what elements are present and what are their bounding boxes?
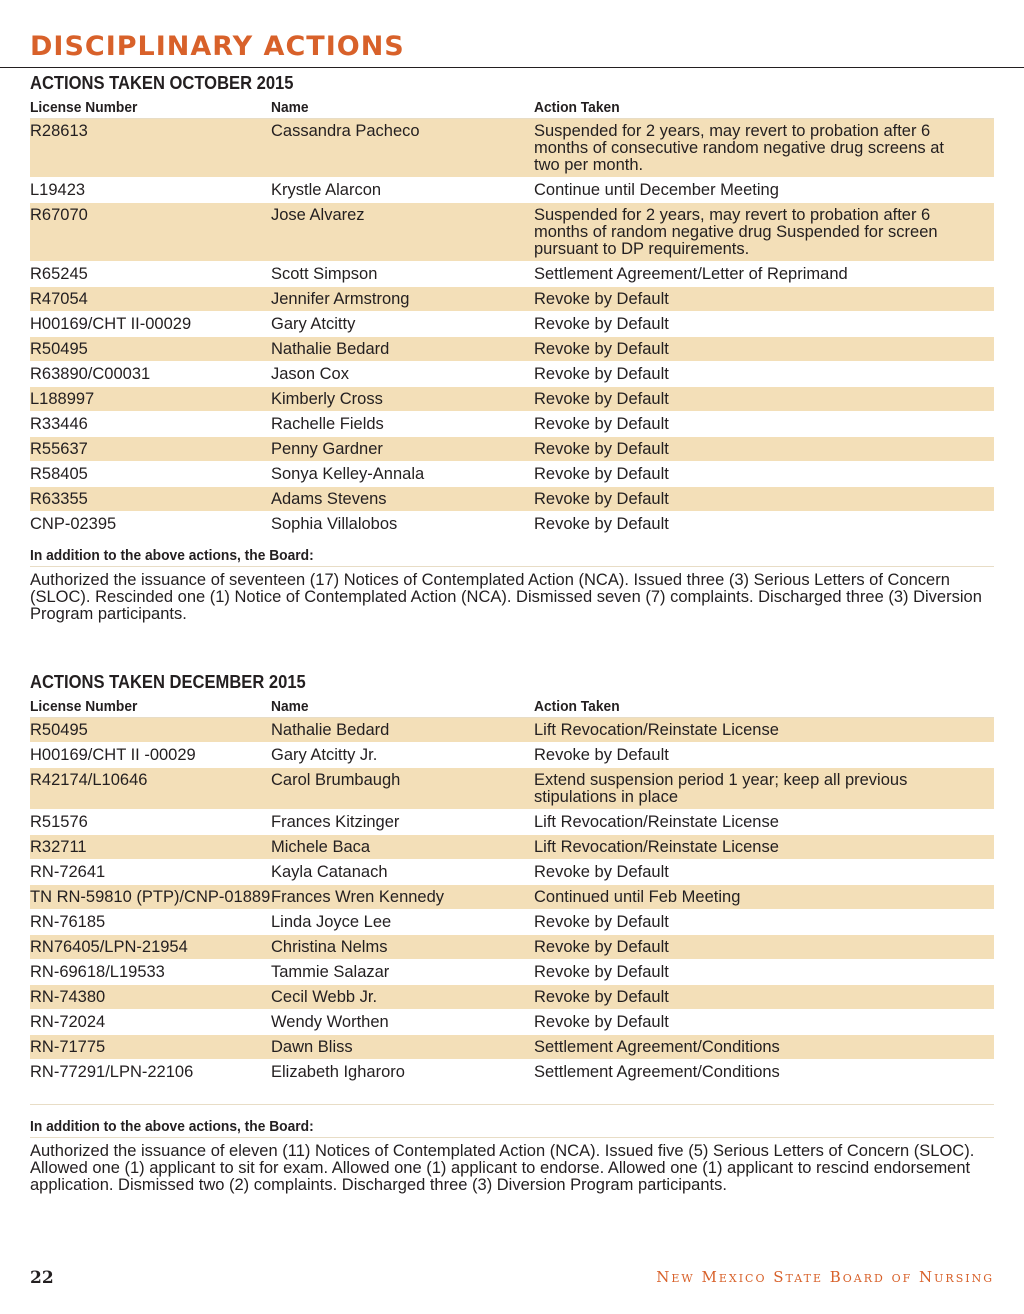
december-table-header: [30, 695, 994, 718]
name-cell: Jose Alvarez: [271, 206, 365, 224]
license-number-cell: CNP-02395: [30, 515, 117, 533]
license-number-cell: R33446: [30, 415, 88, 433]
action-taken-cell: Revoke by Default: [534, 963, 669, 981]
name-cell: Nathalie Bedard: [271, 340, 390, 358]
action-taken-cell: Suspended for 2 years, may revert to probation after 6 months of consecutive random negative drug screens at two per month.: [534, 122, 944, 174]
license-number-cell: RN-77291/LPN-22106: [30, 1063, 194, 1081]
action-taken-cell: Revoke by Default: [534, 913, 669, 931]
table-row: [30, 387, 994, 412]
table-row: [30, 743, 994, 768]
table-row: [30, 718, 994, 743]
name-cell: Frances Kitzinger: [271, 813, 400, 831]
action-taken-cell: Revoke by Default: [534, 340, 669, 358]
license-number-cell: L188997: [30, 390, 95, 408]
name-cell: Krystle Alarcon: [271, 181, 382, 199]
table-row: [30, 119, 994, 178]
column-name: Name: [271, 698, 309, 715]
table-row: [30, 437, 994, 462]
name-cell: Wendy Worthen: [271, 1013, 389, 1031]
table-row: [30, 312, 994, 337]
license-number-cell: R50495: [30, 721, 88, 739]
october-section: [30, 70, 994, 623]
action-taken-cell: Extend suspension period 1 year; keep all previous stipulations in place: [534, 771, 908, 806]
license-number-cell: R32711: [30, 838, 87, 856]
name-cell: Michele Baca: [271, 838, 371, 856]
license-number-cell: L19423: [30, 181, 86, 199]
license-number-cell: RN-71775: [30, 1038, 106, 1056]
table-row: [30, 960, 994, 985]
name-cell: Sonya Kelley-Annala: [271, 465, 425, 483]
action-taken-cell: Continued until Feb Meeting: [534, 888, 741, 906]
action-taken-cell: Lift Revocation/Reinstate License: [534, 838, 779, 856]
name-cell: Elizabeth Igharoro: [271, 1063, 405, 1081]
column-action-taken: Action Taken: [534, 99, 620, 116]
name-cell: Scott Simpson: [271, 265, 378, 283]
action-taken-cell: Lift Revocation/Reinstate License: [534, 813, 779, 831]
action-taken-cell: Revoke by Default: [534, 490, 669, 508]
table-row: [30, 860, 994, 885]
license-number-cell: RN76405/LPN-21954: [30, 938, 188, 956]
license-number-cell: RN-74380: [30, 988, 106, 1006]
name-cell: Jennifer Armstrong: [271, 290, 410, 308]
column-license-number: License Number: [30, 698, 138, 715]
action-taken-cell: Revoke by Default: [534, 863, 669, 881]
october-additional-header: [30, 546, 994, 567]
table-row: [30, 487, 994, 512]
action-taken-cell: Settlement Agreement/Conditions: [534, 1063, 780, 1081]
table-row: [30, 362, 994, 387]
action-taken-cell: Revoke by Default: [534, 1013, 669, 1031]
name-cell: Nathalie Bedard: [271, 721, 390, 739]
name-cell: Linda Joyce Lee: [271, 913, 392, 931]
table-row: [30, 512, 994, 537]
name-cell: Gary Atcitty Jr.: [271, 746, 378, 764]
table-row: [30, 885, 994, 910]
name-cell: Penny Gardner: [271, 440, 383, 458]
table-row: [30, 768, 994, 810]
name-cell: Adams Stevens: [271, 490, 387, 508]
table-row: [30, 462, 994, 487]
action-taken-cell: Revoke by Default: [534, 290, 669, 308]
license-number-cell: R51576: [30, 813, 88, 831]
action-taken-cell: Revoke by Default: [534, 440, 669, 458]
action-taken-cell: Revoke by Default: [534, 365, 669, 383]
license-number-cell: RN-72024: [30, 1013, 106, 1031]
name-cell: Gary Atcitty: [271, 315, 356, 333]
december-additional-text: Authorized the issuance of eleven (11) Notices of Contemplated Action (NCA). Issued five (5) Serious Letters of Concern (SLOC). Allowed one (1) applicant to sit for exam. Allowed one (1) applicant to endorse. Allowed one (1) applicant to rescind endorsement application. Dismissed two (2) complaints. Discharged three (3) Diversion Program participants.: [30, 1142, 975, 1194]
table-row: [30, 287, 994, 312]
table-row: [30, 985, 994, 1010]
name-cell: Cassandra Pacheco: [271, 122, 420, 140]
october-section-title: ACTIONS TAKEN OCTOBER 2015: [30, 73, 294, 93]
october-table-header: [30, 96, 994, 119]
license-number-cell: R63890/C00031: [30, 365, 151, 383]
action-taken-cell: Revoke by Default: [534, 390, 669, 408]
table-row: [30, 412, 994, 437]
action-taken-cell: Revoke by Default: [534, 515, 669, 533]
table-row: [30, 910, 994, 935]
name-cell: Christina Nelms: [271, 938, 388, 956]
october-additional-text: Authorized the issuance of seventeen (17) Notices of Contemplated Action (NCA). Issued three (3) Serious Letters of Concern (SLOC). Rescinded one (1) Notice of Contemplated Action (NCA). Dismissed seven (7) complaints. Discharged three (3) Diversion Program participants.: [30, 571, 982, 623]
december-divider: [30, 1104, 994, 1105]
table-row: [30, 1060, 994, 1085]
name-cell: Dawn Bliss: [271, 1038, 353, 1056]
name-cell: Sophia Villalobos: [271, 515, 398, 533]
action-taken-cell: Revoke by Default: [534, 315, 669, 333]
december-additional-label: In addition to the above actions, the Board:: [30, 1118, 314, 1135]
action-taken-cell: Continue until December Meeting: [534, 181, 779, 199]
table-row: [30, 178, 994, 203]
page-number: 22: [30, 1268, 54, 1288]
license-number-cell: RN-69618/L19533: [30, 963, 165, 981]
name-cell: Rachelle Fields: [271, 415, 384, 433]
name-cell: Frances Wren Kennedy: [271, 888, 445, 906]
license-number-cell: H00169/CHT II -00029: [30, 746, 196, 764]
organization-name: New Mexico State Board of Nursing: [656, 1268, 994, 1286]
table-row: [30, 835, 994, 860]
license-number-cell: H00169/CHT II-00029: [30, 315, 192, 333]
action-taken-cell: Revoke by Default: [534, 746, 669, 764]
column-license-number: License Number: [30, 99, 138, 116]
october-additional-label: In addition to the above actions, the Board:: [30, 547, 314, 564]
license-number-cell: R58405: [30, 465, 88, 483]
title-rule: [0, 67, 1024, 68]
action-taken-cell: Revoke by Default: [534, 988, 669, 1006]
table-row: [30, 1035, 994, 1060]
license-number-cell: R47054: [30, 290, 88, 308]
action-taken-cell: Revoke by Default: [534, 938, 669, 956]
license-number-cell: R55637: [30, 440, 88, 458]
name-cell: Kimberly Cross: [271, 390, 383, 408]
license-number-cell: R67070: [30, 206, 88, 224]
action-taken-cell: Revoke by Default: [534, 415, 669, 433]
page-title: DISCIPLINARY ACTIONS: [30, 31, 405, 62]
license-number-cell: TN RN-59810 (PTP)/CNP-01889: [30, 888, 271, 906]
october-table-body: [30, 119, 994, 537]
action-taken-cell: Settlement Agreement/Conditions: [534, 1038, 780, 1056]
license-number-cell: R63355: [30, 490, 88, 508]
table-row: [30, 203, 994, 262]
name-cell: Cecil Webb Jr.: [271, 988, 378, 1006]
december-additional-header: [30, 1117, 994, 1138]
name-cell: Carol Brumbaugh: [271, 771, 401, 789]
action-taken-cell: Suspended for 2 years, may revert to probation after 6 months of random negative drug Suspended for screen pursuant to DP requirements.: [534, 206, 938, 258]
action-taken-cell: Revoke by Default: [534, 465, 669, 483]
table-row: [30, 1010, 994, 1035]
table-row: [30, 935, 994, 960]
action-taken-cell: Lift Revocation/Reinstate License: [534, 721, 779, 739]
license-number-cell: RN-72641: [30, 863, 106, 881]
december-section-title: ACTIONS TAKEN DECEMBER 2015: [30, 672, 306, 692]
license-number-cell: R65245: [30, 265, 88, 283]
action-taken-cell: Settlement Agreement/Letter of Reprimand: [534, 265, 848, 283]
table-row: [30, 810, 994, 835]
table-row: [30, 262, 994, 287]
license-number-cell: RN-76185: [30, 913, 106, 931]
december-section: [30, 669, 994, 1194]
name-cell: Jason Cox: [271, 365, 349, 383]
december-table-body: [30, 718, 994, 1085]
column-action-taken: Action Taken: [534, 698, 620, 715]
table-row: [30, 337, 994, 362]
license-number-cell: R50495: [30, 340, 88, 358]
name-cell: Kayla Catanach: [271, 863, 388, 881]
column-name: Name: [271, 99, 309, 116]
license-number-cell: R28613: [30, 122, 88, 140]
name-cell: Tammie Salazar: [271, 963, 390, 981]
license-number-cell: R42174/L10646: [30, 771, 148, 789]
